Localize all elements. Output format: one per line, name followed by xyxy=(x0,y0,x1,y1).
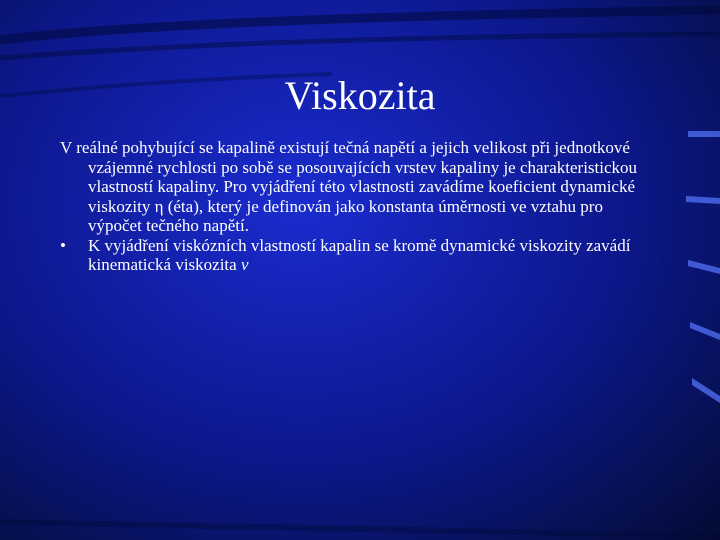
decor-dash-3 xyxy=(688,260,720,274)
bullet-item-text: K vyjádření viskózních vlastností kapalin se kromě dynamické viskozity zavádí kinematická viskozita xyxy=(88,235,631,274)
slide-title: Viskozita xyxy=(284,73,436,118)
paragraph-dynamic-viscosity: V reálné pohybující se kapalině existují tečná napětí a jejich velikost při jednotkové vzájemné rychlosti po sobě se posouvajících vrstev kapaliny je charakteristickou vlastností kapaliny. Pro vyjádření této vlastnosti zavádíme koeficient dynamické viskozity η (éta), který je definován jako konstanta úměrnosti ve vztahu pro výpočet tečného napětí. xyxy=(60,138,638,235)
kinematic-viscosity-symbol: ν xyxy=(240,255,249,274)
decor-stroke-4 xyxy=(0,522,720,536)
decor-dash-4 xyxy=(690,322,720,340)
bullet-item-kinematic-viscosity xyxy=(60,236,650,275)
decor-stroke-2 xyxy=(0,34,720,58)
slide-body xyxy=(60,138,650,275)
decor-dash-5 xyxy=(692,378,720,403)
bullet-marker: • xyxy=(60,235,66,255)
decor-dash-1 xyxy=(688,131,720,137)
decor-dash-2 xyxy=(686,196,720,204)
